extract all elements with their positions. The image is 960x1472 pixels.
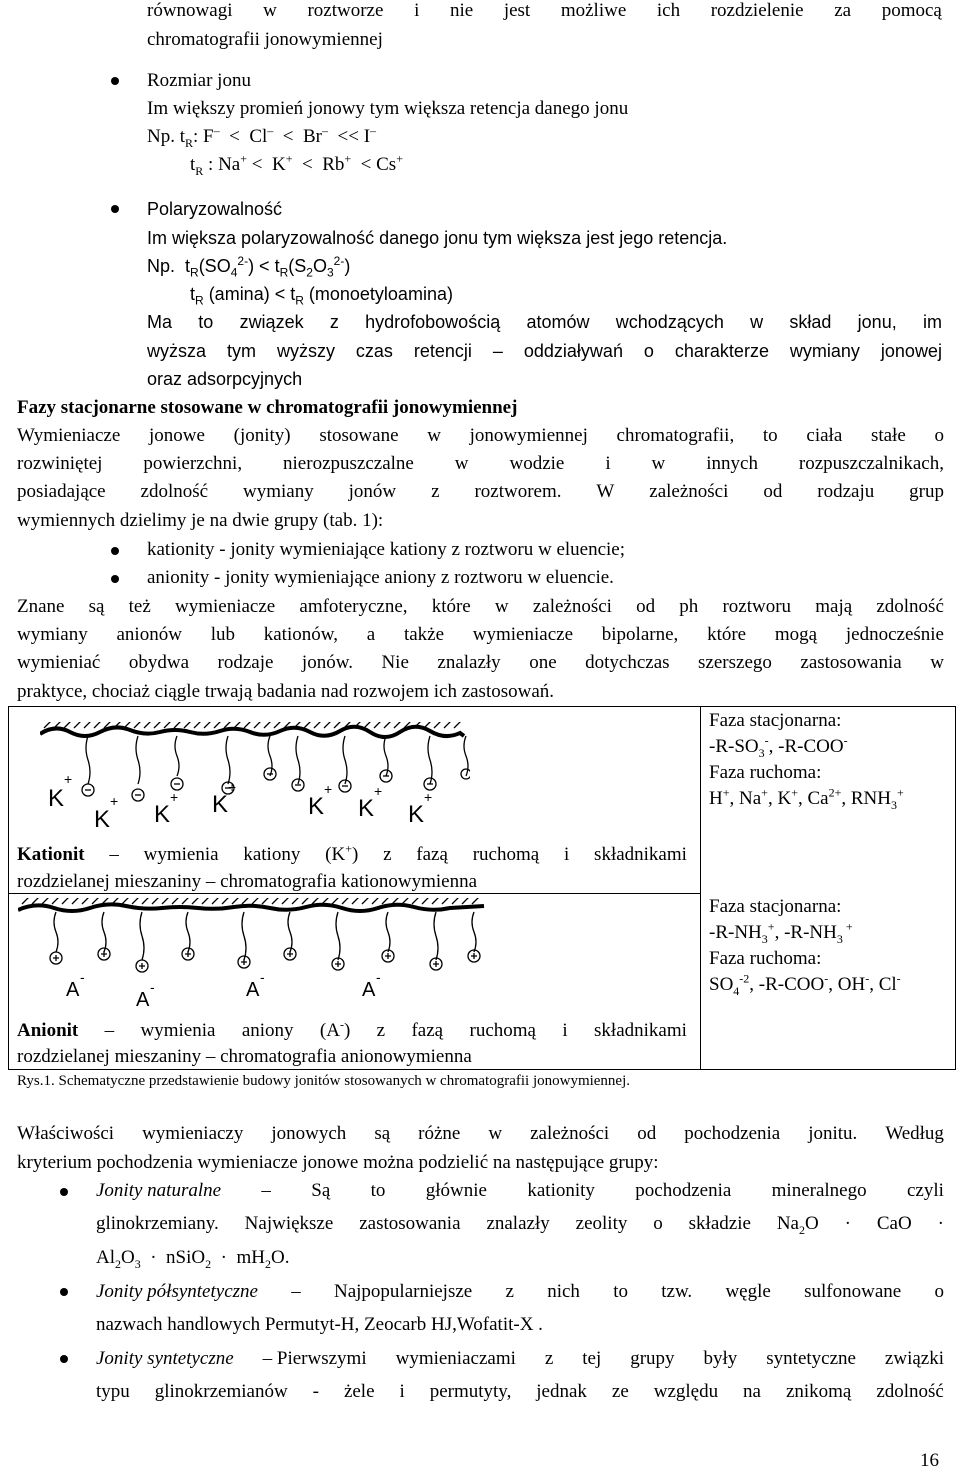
amphoteric-line-3: wymieniać obydwa rodzaje jonów. Nie znalazły one dotychczas szerszego zastosowania w bbox=[17, 652, 944, 673]
anion-exchanger-illustration bbox=[18, 898, 488, 1008]
bullet-icon bbox=[111, 205, 119, 213]
polar-paragraph-2: wyższa tym wyższy czas retencji – oddziaływań o charakterze wymiany jonowej bbox=[147, 341, 942, 361]
svg-text:+: + bbox=[170, 789, 179, 805]
polar-heading: Polaryzowalność bbox=[147, 199, 283, 219]
bullet-kationity: kationity - jonity wymieniające kationy z roztworu w eluencie; bbox=[147, 539, 626, 560]
natural-line-2: glinokrzemiany. Największe zastosowania znalazły zeolity o składzie $Na_2O$ · CaO · bbox=[96, 1213, 944, 1237]
props-paragraph-1: Właściwości wymieniaczy jonowych są różne w zależności od pochodzenia jonitu. Według bbox=[17, 1123, 944, 1144]
bullet-icon bbox=[111, 547, 119, 555]
cation-mobile-label: Faza ruchoma: bbox=[709, 762, 822, 783]
cation-ion-label: K bbox=[94, 806, 111, 832]
polar-description: Im większa polaryzowalność danego jonu tym większa jest jego retencja. bbox=[147, 228, 728, 248]
anion-ion-label: A bbox=[362, 979, 376, 1001]
anion-description-2: rozdzielanej mieszaniny – chromatografia anionowymienna bbox=[17, 1046, 472, 1067]
bullet-anionity: anionity - jonity wymieniające aniony z roztworu w eluencie. bbox=[147, 567, 614, 588]
natural-line-3: $Al_2O_3$ · nSiO$_2$ · $mH_2O$. bbox=[96, 1247, 290, 1271]
svg-text:-: - bbox=[150, 979, 155, 995]
cation-ion-label: K bbox=[408, 801, 425, 828]
cation-description-2: rozdzielanej mieszaniny – chromatografia kationowymienna bbox=[17, 871, 478, 892]
svg-text:+: + bbox=[64, 771, 73, 787]
polar-example-2: $t_R$ $(amina) < t_R$ (monoetyloamina) bbox=[190, 284, 453, 308]
anion-stationary-value: $-R-NH_3^+$, $-R-NH_3$ + bbox=[709, 919, 853, 946]
cation-ion-label: K bbox=[154, 801, 171, 828]
synthetic-line-2: typu glinokrzemianów - żele i permutyty, jednak ze względu na znikomą zdolność bbox=[96, 1381, 944, 1402]
size-heading: Rozmiar jonu bbox=[147, 70, 251, 91]
cation-ion-label: K bbox=[48, 785, 65, 812]
figure-separator bbox=[8, 893, 701, 894]
figure-divider bbox=[700, 706, 701, 1070]
amphoteric-line-2: wymiany anionów lub kationów, a także wymieniacze bipolarne, które mogą jednocześnie bbox=[17, 624, 944, 645]
cation-mobile-value: H+, Na+, K+, $Ca^{2+}$, $RNH_3^+$ bbox=[709, 785, 904, 812]
svg-text:+: + bbox=[228, 779, 237, 795]
semisynthetic-line-2: nazwach handlowych Permutyt-H, Zeocarb HJ,Wofatit-X . bbox=[96, 1314, 543, 1335]
bullet-icon bbox=[111, 77, 119, 85]
svg-text:+: + bbox=[110, 793, 119, 809]
cation-stationary-label: Faza stacjonarna: bbox=[709, 710, 842, 731]
polar-paragraph-1: Ma to związek z hydrofobowością atomów wchodzących w skład jonu, im bbox=[147, 312, 942, 332]
synthetic-line-1: Jonity syntetyczne – Pierwszymi wymieniaczami z tej grupy były syntetyczne związki bbox=[96, 1348, 944, 1369]
bullet-icon bbox=[60, 1355, 68, 1363]
anion-stationary-label: Faza stacjonarna: bbox=[709, 896, 842, 917]
svg-text:+: + bbox=[324, 781, 333, 797]
svg-text:+: + bbox=[424, 789, 433, 805]
amphoteric-line-1: Znane są też wymieniacze amfoteryczne, które w zależności od ph roztworu mają zdolność bbox=[17, 596, 944, 617]
section-paragraph-2: rozwiniętej powierzchni, nierozpuszczalne w wodzie i w innych rozpuszczalnikach, bbox=[17, 453, 944, 474]
anion-title: Anionit bbox=[17, 1020, 79, 1041]
anion-ion-label: A bbox=[246, 979, 260, 1001]
section-paragraph-3: posiadające zdolność wymiany jonów z roztworem. W zależności od rodzaju grup bbox=[17, 481, 944, 502]
bullet-icon bbox=[60, 1288, 68, 1296]
semisynthetic-line-1: Jonity półsyntetyczne – Najpopularniejsze z nich to tzw. węgle sulfonowane o bbox=[96, 1281, 944, 1302]
polar-paragraph-3: oraz adsorpcyjnych bbox=[147, 369, 303, 389]
cation-ion-label: K bbox=[212, 791, 229, 818]
anion-mobile-label: Faza ruchoma: bbox=[709, 948, 822, 969]
svg-text:-: - bbox=[260, 969, 265, 985]
bullet-icon bbox=[111, 575, 119, 583]
cation-stationary-value: $-R-SO_3^-$, -R-COO- bbox=[709, 733, 848, 760]
props-paragraph-2: kryterium pochodzenia wymieniacze jonowe można podzielić na następujące grupy: bbox=[17, 1152, 659, 1173]
cation-ion-label: K bbox=[308, 793, 325, 820]
cation-exchanger-illustration bbox=[40, 722, 470, 832]
cation-ion-label: K bbox=[358, 795, 375, 822]
size-example-cations: $t_R$ : Na+ < K+ < Rb+ < Cs+ bbox=[190, 151, 403, 178]
size-description: Im większy promień jonowy tym większa retencja danego jonu bbox=[147, 98, 629, 119]
anion-ion-label: A bbox=[66, 979, 80, 1001]
section-paragraph-1: Wymieniacze jonowe (jonity) stosowane w jonowymiennej chromatografii, to ciała stałe o bbox=[17, 425, 944, 446]
semisynthetic-term: Jonity półsyntetyczne bbox=[96, 1281, 258, 1302]
intro-line-1: równowagi w roztworze i nie jest możliwe ich rozdzielenie za pomocą bbox=[147, 0, 942, 21]
svg-text:-: - bbox=[80, 969, 85, 985]
section-heading: Fazy stacjonarne stosowane w chromatografii jonowymiennej bbox=[17, 397, 518, 418]
intro-line-2: chromatografii jonowymiennej bbox=[147, 29, 383, 50]
bullet-icon bbox=[60, 1188, 68, 1196]
page-number: 16 bbox=[920, 1450, 939, 1471]
natural-line-1: Jonity naturalne – Są to głównie kationity pochodzenia mineralnego czyli bbox=[96, 1180, 944, 1201]
amphoteric-line-4: praktyce, chociaż ciągle trwają badania nad rozwojem ich zastosowań. bbox=[17, 681, 555, 702]
cation-title: Kationit bbox=[17, 844, 85, 865]
natural-term: Jonity naturalne bbox=[96, 1180, 222, 1201]
anion-description-1: Anionit – wymienia aniony (A-) z fazą ruchomą i składnikami bbox=[17, 1017, 687, 1041]
synthetic-term: Jonity syntetyczne bbox=[96, 1348, 234, 1369]
polar-example-1: Np. $t_R(SO_4^{2-}) < t_R(S_2O_3^{2-})$ bbox=[147, 254, 351, 280]
size-example-anions: Np. $t_R$: F– < Cl– < Br– << I– bbox=[147, 123, 377, 150]
svg-text:+: + bbox=[374, 783, 383, 799]
anion-ion-label: A bbox=[136, 989, 150, 1008]
svg-text:-: - bbox=[376, 969, 381, 985]
section-paragraph-4: wymiennych dzielimy je na dwie grupy (tab. 1): bbox=[17, 510, 384, 531]
cation-description-1: Kationit – wymienia kationy (K+) z fazą ruchomą i składnikami bbox=[17, 841, 687, 865]
figure-caption: Rys.1. Schematyczne przedstawienie budowy jonitów stosowanych w chromatografii jonowymiennej. bbox=[17, 1073, 631, 1089]
anion-mobile-value: $SO_4^{-2}$, -R-COO-, OH-, Cl- bbox=[709, 971, 901, 998]
